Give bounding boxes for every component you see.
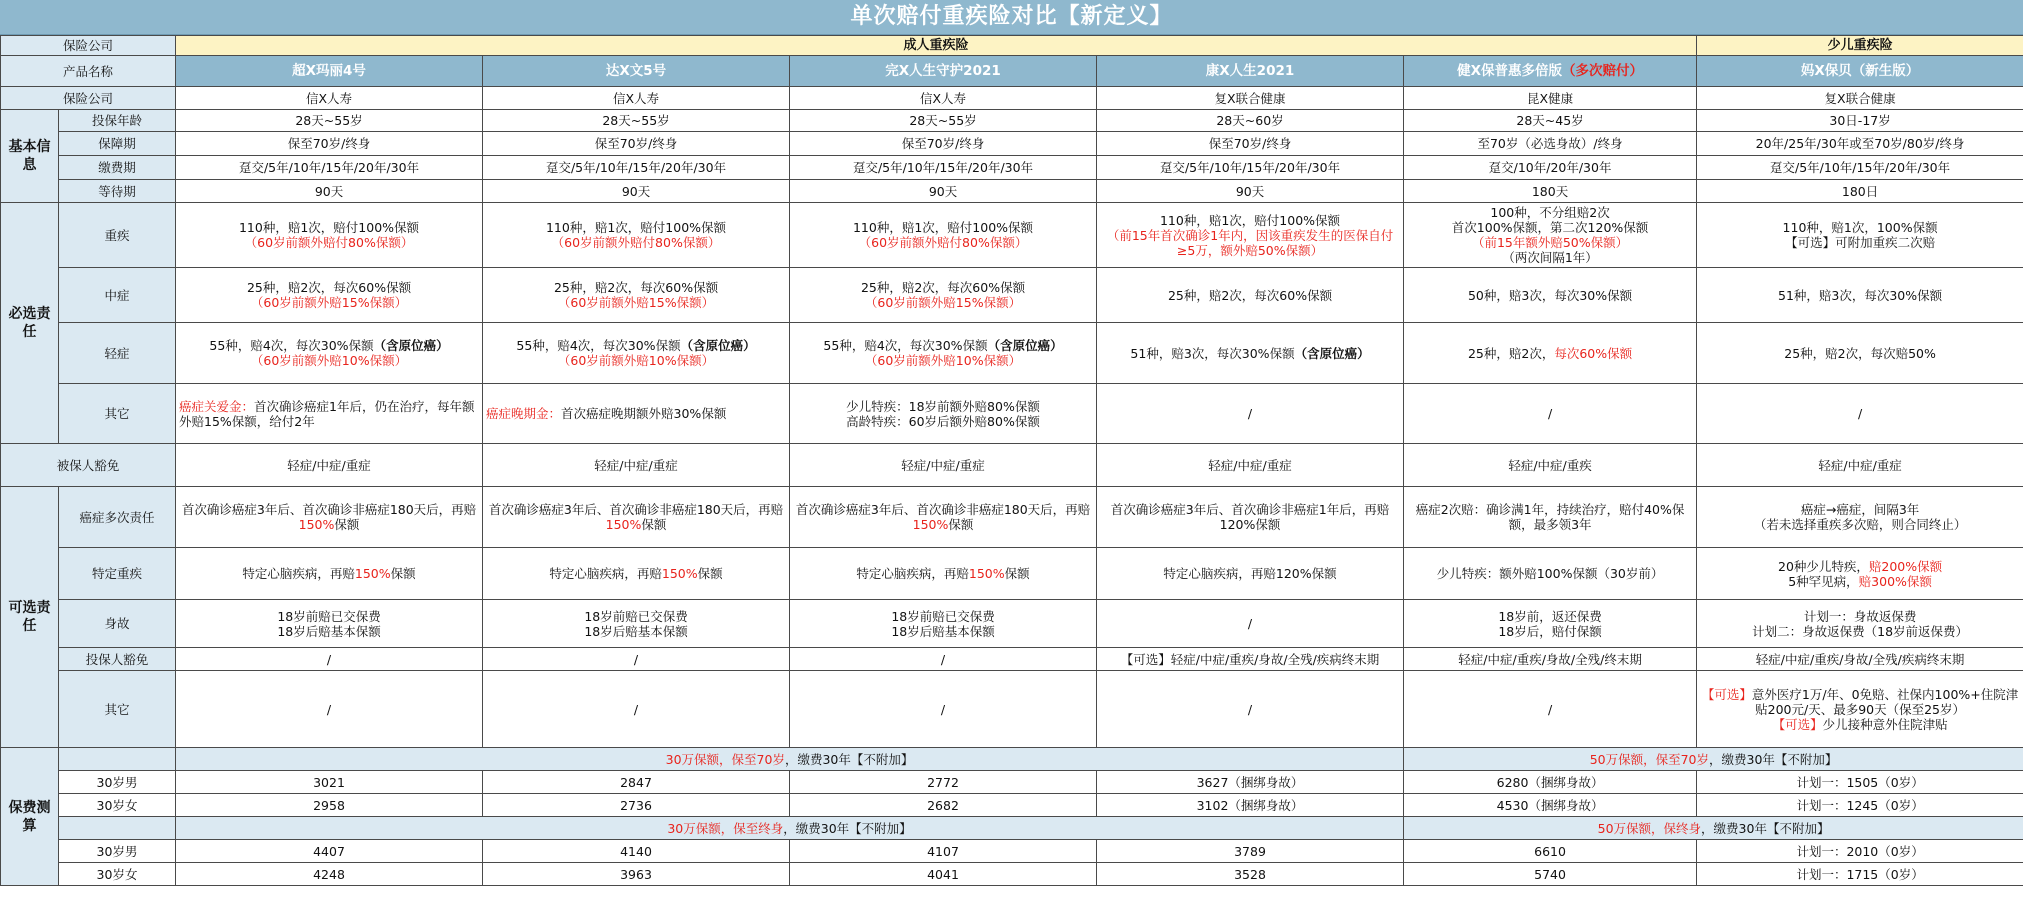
premium-cell: 3963 xyxy=(483,863,790,886)
critical-extra: （60岁前额外赔付80%保额） xyxy=(858,235,1028,250)
row-label-female: 30岁女 xyxy=(59,794,176,817)
wait-cell: 180日 xyxy=(1697,180,2023,203)
specific-text: 特定心脑疾病，再赔 xyxy=(549,566,662,581)
medium-text: 25种，赔2次，每次60%保额 xyxy=(553,280,719,295)
critical-text: 110种，赔1次，赔付100%保额 xyxy=(852,220,1034,235)
critical-text: 110种，赔1次，赔付100%保额 xyxy=(1159,212,1341,228)
row-label-male: 30岁男 xyxy=(59,840,176,863)
cancer-tail: 保额 xyxy=(948,517,974,532)
critical-cell xyxy=(1697,203,2023,268)
pay-cell: 趸交/10年/20年/30年 xyxy=(1404,156,1697,180)
medium-extra: （60岁前额外赔15%保额） xyxy=(250,295,408,310)
band-text: ，缴费30年【不附加】 xyxy=(1701,820,1830,836)
mild-extra: （60岁前额外赔10%保额） xyxy=(557,353,715,368)
death-text: 18岁前赔已交保费 xyxy=(891,608,995,624)
product-name: 康X人生2021 xyxy=(1097,56,1404,87)
critical-cell xyxy=(483,203,790,268)
product-name: 完X人生守护2021 xyxy=(790,56,1097,87)
row-label-wait: 等待期 xyxy=(59,180,176,203)
company-cell: 信X人寿 xyxy=(176,87,483,110)
mild-cell xyxy=(176,323,483,384)
medium-cell: 25种，赔2次，每次60%保额 xyxy=(1097,268,1404,323)
premium-band-1-left xyxy=(176,748,1404,771)
row-label-female: 30岁女 xyxy=(59,863,176,886)
age-cell: 28天~55岁 xyxy=(790,110,1097,132)
holder-cell: 轻症/中症/重疾/身故/全残/疾病终末期 xyxy=(1697,648,2023,671)
critical-cell xyxy=(176,203,483,268)
band-red: 50万保额，保终身 xyxy=(1597,820,1702,836)
product-label: 产品名称 xyxy=(1,56,176,87)
row-label-specific: 特定重疾 xyxy=(59,548,176,600)
death-text: 18岁后赔基本保额 xyxy=(277,623,381,639)
mild-cell: 25种，赔2次，每次赔50% xyxy=(1697,323,2023,384)
cancer-tail: 保额 xyxy=(334,517,360,532)
other-text: 高龄特疾：60岁后额外赔80%保额 xyxy=(846,413,1040,429)
mild-text: 55种，赔4次，每次30%保额 xyxy=(209,338,374,353)
cancer-ratio: 150% xyxy=(912,517,949,532)
row-label-pay: 缴费期 xyxy=(59,156,176,180)
critical-text: 110种，赔1次，赔付100%保额 xyxy=(238,220,420,235)
pay-cell: 趸交/5年/10年/15年/20年/30年 xyxy=(1697,156,2023,180)
medium-cell: 50种，赔3次，每次30%保额 xyxy=(1404,268,1697,323)
company-row-label: 保险公司 xyxy=(1,87,176,110)
premium-cell: 3627（捆绑身故） xyxy=(1097,771,1404,794)
other-text: 首次癌症晚期额外赔30%保额 xyxy=(561,406,727,421)
row-label-age: 投保年龄 xyxy=(59,110,176,132)
mild-bold: （含原位癌） xyxy=(680,338,756,353)
pay-cell: 趸交/5年/10年/15年/20年/30年 xyxy=(1097,156,1404,180)
medium-cell: 51种，赔3次，每次30%保额 xyxy=(1697,268,2023,323)
product-name: 超X玛丽4号 xyxy=(176,56,483,87)
term-cell: 保至70岁/终身 xyxy=(790,132,1097,156)
other-title: 癌症关爱金： xyxy=(179,398,255,414)
product-name-tag: （多次赔付） xyxy=(1562,62,1643,79)
cancer-cell: 首次确诊癌症3年后、首次确诊非癌症1年后，再赔120%保额 xyxy=(1097,487,1404,548)
mild-bold: （含原位癌） xyxy=(987,338,1063,353)
cancer-text: 首次确诊癌症3年后、首次确诊非癌症180天后，再赔 xyxy=(795,502,1091,517)
death-cell: / xyxy=(1097,600,1404,648)
premium-cell: 2958 xyxy=(176,794,483,817)
exempt-cell: 轻症/中症/重疾 xyxy=(1404,444,1697,487)
other-cell: / xyxy=(1697,384,2023,444)
premium-cell: 2847 xyxy=(483,771,790,794)
premium-cell: 3021 xyxy=(176,771,483,794)
pay-cell: 趸交/5年/10年/15年/20年/30年 xyxy=(176,156,483,180)
death-cell xyxy=(790,600,1097,648)
group-child: 少儿重疾险 xyxy=(1697,36,2023,56)
critical-cell xyxy=(1404,203,1697,268)
wait-cell: 90天 xyxy=(176,180,483,203)
death-text: 计划二：身故返保费（18岁前返保费） xyxy=(1752,623,1969,639)
optional-tag: 【可选】 xyxy=(1772,716,1823,732)
premium-cell: 2682 xyxy=(790,794,1097,817)
premium-cell: 计划一：1715（0岁） xyxy=(1697,863,2023,886)
wait-cell: 180天 xyxy=(1404,180,1697,203)
cancer-cell xyxy=(176,487,483,548)
medium-text: 25种，赔2次，每次60%保额 xyxy=(246,280,412,295)
mild-bold: （含原位癌） xyxy=(1294,345,1370,361)
product-name-text: 健X保普惠多倍版 xyxy=(1457,62,1562,79)
medium-text: 25种，赔2次，每次60%保额 xyxy=(860,280,1026,295)
cancer-cell: 癌症2次赔：确诊满1年，持续治疗，赔付40%保额，最多领3年 xyxy=(1404,487,1697,548)
cancer-tail: 保额 xyxy=(641,517,667,532)
death-cell xyxy=(1697,600,2023,648)
premium-cell: 3528 xyxy=(1097,863,1404,886)
band-red: 50万保额，保至70岁 xyxy=(1589,751,1709,767)
section-exempt: 被保人豁免 xyxy=(1,444,176,487)
cancer-text: 首次确诊癌症3年后、首次确诊非癌症180天后，再赔 xyxy=(488,502,784,517)
wait-cell: 90天 xyxy=(1097,180,1404,203)
section-premium: 保费测算 xyxy=(1,748,59,886)
age-cell: 28天~55岁 xyxy=(483,110,790,132)
band-text: ，缴费30年【不附加】 xyxy=(783,820,912,836)
other-title: 癌症晚期金： xyxy=(486,406,562,421)
mild-text: 55种，赔4次，每次30%保额 xyxy=(516,338,681,353)
holder-cell: / xyxy=(176,648,483,671)
other-cell xyxy=(483,384,790,444)
death-cell xyxy=(1404,600,1697,648)
band-text: ，缴费30年【不附加】 xyxy=(1709,751,1838,767)
optional-other-cell: / xyxy=(1097,671,1404,748)
row-label-term: 保障期 xyxy=(59,132,176,156)
exempt-cell: 轻症/中症/重症 xyxy=(1097,444,1404,487)
specific-text: 特定心脑疾病，再赔 xyxy=(856,566,969,581)
death-text: 计划一：身故返保费 xyxy=(1803,608,1917,624)
age-cell: 28天~60岁 xyxy=(1097,110,1404,132)
term-cell: 保至70岁/终身 xyxy=(176,132,483,156)
term-cell: 20年/25年/30年或至70岁/80岁/终身 xyxy=(1697,132,2023,156)
specific-cell: 少儿特疾：额外赔100%保额（30岁前） xyxy=(1404,548,1697,600)
product-name: 达X文5号 xyxy=(483,56,790,87)
premium-cell: 6280（捆绑身故） xyxy=(1404,771,1697,794)
specific-cell xyxy=(176,548,483,600)
cancer-cell xyxy=(483,487,790,548)
specific-text: 特定心脑疾病，再赔 xyxy=(242,566,355,581)
company-cell: 昆X健康 xyxy=(1404,87,1697,110)
optional-other-cell: / xyxy=(1404,671,1697,748)
cancer-cell xyxy=(790,487,1097,548)
band-red: 30万保额，保至终身 xyxy=(667,820,784,836)
section-required: 必选责任 xyxy=(1,203,59,444)
company-cell: 复X联合健康 xyxy=(1097,87,1404,110)
row-label-holder: 投保人豁免 xyxy=(59,648,176,671)
optional-tag: 【可选】 xyxy=(1701,686,1752,702)
exempt-cell: 轻症/中症/重症 xyxy=(1697,444,2023,487)
critical-extra: （前15年额外赔50%保额） xyxy=(1471,235,1629,250)
specific-tail: 保额 xyxy=(390,566,416,581)
mild-bold: （含原位癌） xyxy=(373,338,449,353)
specific-tail: 保额 xyxy=(697,566,723,581)
section-basic: 基本信息 xyxy=(1,110,59,203)
band-text: ，缴费30年【不附加】 xyxy=(784,751,914,767)
cancer-ratio: 150% xyxy=(298,517,335,532)
section-optional: 可选责任 xyxy=(1,487,59,748)
premium-band-2-left xyxy=(176,817,1404,840)
exempt-cell: 轻症/中症/重症 xyxy=(483,444,790,487)
critical-text: 110种，赔1次，赔付100%保额 xyxy=(545,220,727,235)
row-label-male: 30岁男 xyxy=(59,771,176,794)
row-label-death: 身故 xyxy=(59,600,176,648)
row-label-optional-other: 其它 xyxy=(59,671,176,748)
specific-cell xyxy=(483,548,790,600)
specific-cell xyxy=(790,548,1097,600)
term-cell: 保至70岁/终身 xyxy=(1097,132,1404,156)
death-text: 18岁后赔基本保额 xyxy=(891,623,995,639)
wait-cell: 90天 xyxy=(790,180,1097,203)
holder-cell: / xyxy=(790,648,1097,671)
exempt-cell: 轻症/中症/重症 xyxy=(176,444,483,487)
mild-cell xyxy=(790,323,1097,384)
death-text: 18岁后赔基本保额 xyxy=(584,623,688,639)
critical-cell xyxy=(1097,203,1404,268)
cancer-cell xyxy=(1697,487,2023,548)
wait-cell: 90天 xyxy=(483,180,790,203)
medium-extra: （60岁前额外赔15%保额） xyxy=(864,295,1022,310)
mild-cell xyxy=(1404,323,1697,384)
group-adult: 成人重疾险 xyxy=(176,36,1697,56)
premium-cell: 4041 xyxy=(790,863,1097,886)
specific-ratio: 150% xyxy=(354,566,391,581)
critical-extra: （60岁前额外赔付80%保额） xyxy=(244,235,414,250)
premium-cell: 6610 xyxy=(1404,840,1697,863)
premium-band-2-right xyxy=(1404,817,2023,840)
specific-ratio: 150% xyxy=(968,566,1005,581)
product-name: 妈X保贝（新生版） xyxy=(1697,56,2023,87)
cancer-text: 首次确诊癌症3年后、首次确诊非癌症180天后，再赔 xyxy=(181,502,477,517)
premium-cell: 4248 xyxy=(176,863,483,886)
row-label-critical: 重疾 xyxy=(59,203,176,268)
holder-cell: 轻症/中症/重疾/身故/全残/终末期 xyxy=(1404,648,1697,671)
death-text: 18岁前赔已交保费 xyxy=(584,608,688,624)
band-label-spacer xyxy=(59,817,176,840)
death-cell xyxy=(176,600,483,648)
premium-cell: 4140 xyxy=(483,840,790,863)
comparison-table xyxy=(0,35,2023,886)
age-cell: 28天~45岁 xyxy=(1404,110,1697,132)
optional-other-text: 少儿接种意外住院津贴 xyxy=(1822,716,1948,732)
term-cell: 至70岁（必选身故）/终身 xyxy=(1404,132,1697,156)
death-text: 18岁前赔已交保费 xyxy=(277,608,381,624)
premium-band-1-right xyxy=(1404,748,2023,771)
holder-cell: 【可选】轻症/中症/重疾/身故/全残/疾病终末期 xyxy=(1097,648,1404,671)
critical-text: 100种，不分组赔2次 xyxy=(1490,205,1610,220)
other-cell: / xyxy=(1404,384,1697,444)
mild-text: 25种，赔2次， xyxy=(1467,345,1555,361)
premium-cell: 计划一：1505（0岁） xyxy=(1697,771,2023,794)
optional-other-cell: / xyxy=(790,671,1097,748)
specific-tail: 保额 xyxy=(1004,566,1030,581)
premium-cell: 2772 xyxy=(790,771,1097,794)
cancer-ratio: 150% xyxy=(605,517,642,532)
specific-cell xyxy=(1697,548,2023,600)
medium-cell xyxy=(176,268,483,323)
row-label-medium: 中症 xyxy=(59,268,176,323)
specific-cell: 特定心脑疾病，再赔120%保额 xyxy=(1097,548,1404,600)
critical-text: 首次100%保额，第二次120%保额 xyxy=(1451,220,1649,235)
other-text: 首次确诊癌症1年后，仍在治疗，每年额外赔15%保额，给付2年 xyxy=(179,398,475,429)
other-text: 少儿特疾：18岁前额外赔80%保额 xyxy=(846,398,1040,414)
product-name xyxy=(1404,56,1697,87)
medium-extra: （60岁前额外赔15%保额） xyxy=(557,295,715,310)
premium-cell: 计划一：2010（0岁） xyxy=(1697,840,2023,863)
company-cell: 复X联合健康 xyxy=(1697,87,2023,110)
exempt-cell: 轻症/中症/重症 xyxy=(790,444,1097,487)
row-label-other: 其它 xyxy=(59,384,176,444)
premium-cell: 4530（捆绑身故） xyxy=(1404,794,1697,817)
other-cell: / xyxy=(1097,384,1404,444)
optional-other-cell xyxy=(1697,671,2023,748)
premium-cell: 4407 xyxy=(176,840,483,863)
optional-other-cell: / xyxy=(176,671,483,748)
optional-other-cell: / xyxy=(483,671,790,748)
medium-cell xyxy=(790,268,1097,323)
mild-cell xyxy=(1097,323,1404,384)
header-company-label: 保险公司 xyxy=(1,36,176,56)
premium-cell: 计划一：1245（0岁） xyxy=(1697,794,2023,817)
optional-other-text: 意外医疗1万/年、0免赔、社保内100%+住院津贴200元/天、最多90天（保至25岁） xyxy=(1751,686,2019,717)
mild-cell xyxy=(483,323,790,384)
other-cell xyxy=(176,384,483,444)
death-text: 18岁前，返还保费 xyxy=(1498,608,1602,624)
premium-cell: 5740 xyxy=(1404,863,1697,886)
mild-text: 51种，赔3次，每次30%保额 xyxy=(1130,345,1295,361)
mild-extra: （60岁前额外赔10%保额） xyxy=(250,353,408,368)
premium-cell: 3102（捆绑身故） xyxy=(1097,794,1404,817)
company-cell: 信X人寿 xyxy=(790,87,1097,110)
age-cell: 30日-17岁 xyxy=(1697,110,2023,132)
medium-cell xyxy=(483,268,790,323)
critical-extra: （60岁前额外赔付80%保额） xyxy=(551,235,721,250)
critical-text: 【可选】可附加重疾二次赔 xyxy=(1785,235,1936,250)
mild-extra: 每次60%保额 xyxy=(1554,345,1633,361)
critical-text: （两次间隔1年） xyxy=(1502,250,1598,265)
holder-cell: / xyxy=(483,648,790,671)
band-label-spacer xyxy=(59,748,176,771)
pay-cell: 趸交/5年/10年/15年/20年/30年 xyxy=(790,156,1097,180)
specific-ratio: 赔200%保额 xyxy=(1868,558,1943,574)
age-cell: 28天~55岁 xyxy=(176,110,483,132)
row-label-mild: 轻症 xyxy=(59,323,176,384)
premium-cell: 3789 xyxy=(1097,840,1404,863)
cancer-text: 癌症→癌症，间隔3年 xyxy=(1800,502,1920,517)
specific-ratio: 150% xyxy=(661,566,698,581)
mild-text: 55种，赔4次，每次30%保额 xyxy=(823,338,988,353)
specific-text: 20种少儿特疾， xyxy=(1778,558,1869,574)
mild-extra: （60岁前额外赔10%保额） xyxy=(864,353,1022,368)
other-cell xyxy=(790,384,1097,444)
critical-cell xyxy=(790,203,1097,268)
critical-text: 110种，赔1次，100%保额 xyxy=(1782,220,1938,235)
premium-cell: 4107 xyxy=(790,840,1097,863)
death-text: 18岁后，赔付保额 xyxy=(1498,623,1602,639)
band-red: 30万保额，保至70岁 xyxy=(665,751,785,767)
death-cell xyxy=(483,600,790,648)
specific-ratio: 赔300%保额 xyxy=(1858,573,1932,589)
premium-cell: 2736 xyxy=(483,794,790,817)
pay-cell: 趸交/5年/10年/15年/20年/30年 xyxy=(483,156,790,180)
term-cell: 保至70岁/终身 xyxy=(483,132,790,156)
cancer-text: （若未选择重疾多次赔，则合同终止） xyxy=(1753,517,1967,532)
page-title: 单次赔付重疾险对比【新定义】 xyxy=(0,0,2023,35)
row-label-cancer: 癌症多次责任 xyxy=(59,487,176,548)
critical-extra: （前15年首次确诊1年内，因该重疾发生的医保自付≥5万，额外赔50%保额） xyxy=(1106,227,1394,258)
company-cell: 信X人寿 xyxy=(483,87,790,110)
specific-text: 5种罕见病， xyxy=(1788,573,1859,589)
